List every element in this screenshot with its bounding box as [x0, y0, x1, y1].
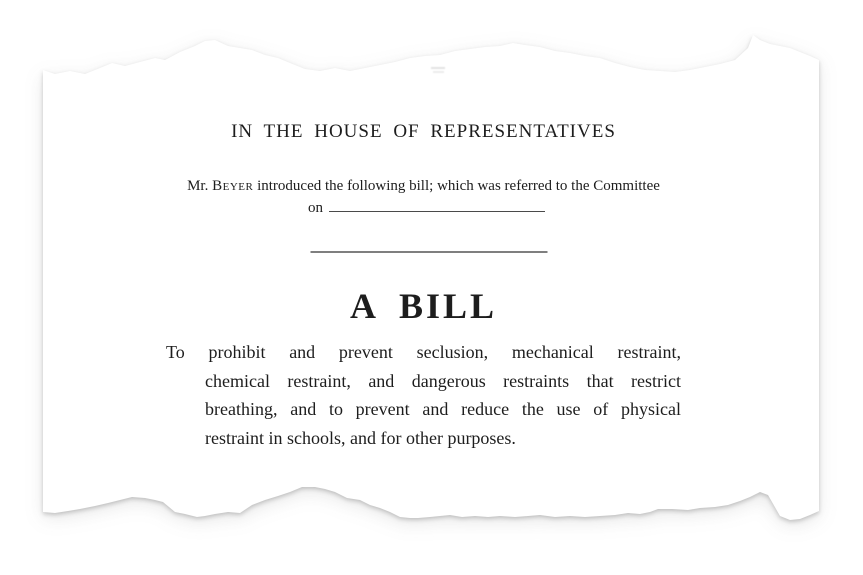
referral-line [166, 176, 681, 197]
long-title [166, 338, 681, 452]
committee-line [166, 197, 681, 219]
chamber-heading: IN THE HOUSE OF REPRESENTATIVES [231, 121, 616, 142]
torn-text-remnant [429, 67, 447, 75]
referral-text: introduced the following bill; which was referred to the Committee [257, 178, 660, 194]
bill-title: A BILL [349, 286, 498, 326]
separator-rule [310, 251, 547, 253]
committee-blank-line [329, 197, 545, 212]
sponsor-name: Beyer [212, 178, 254, 194]
long-title-line: restraint in schools, and for other purposes. [205, 427, 516, 448]
long-title-line: To prohibit and prevent seclusion, mechanical restraint, [166, 342, 681, 362]
committee-on-label: on [308, 200, 323, 216]
referral-paragraph [166, 176, 681, 219]
long-title-line: chemical restraint, and dangerous restraints that restrict [205, 370, 681, 391]
sponsor-prefix: Mr. [187, 178, 209, 194]
long-title-line: breathing, and to prevent and reduce the use of physical [205, 399, 681, 420]
